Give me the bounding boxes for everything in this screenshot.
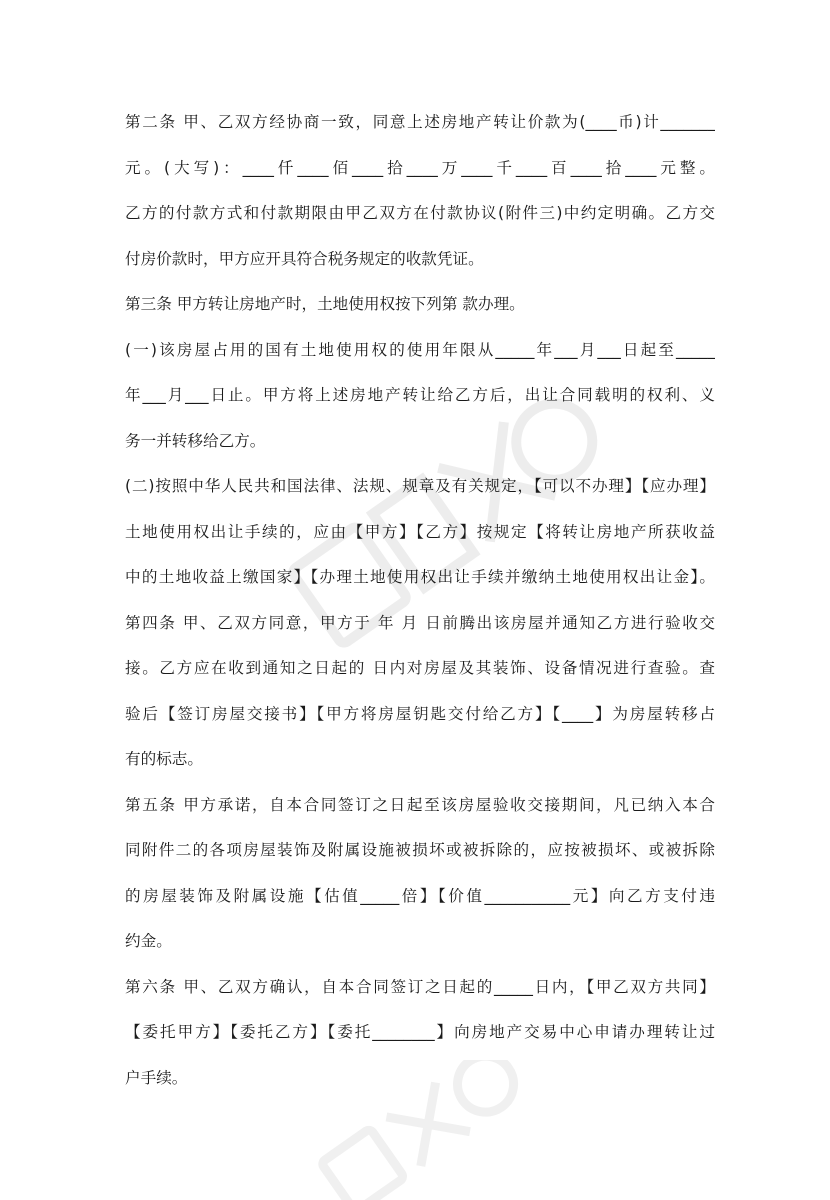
text-line: 验后【签订房屋交接书】【甲方将房屋钥匙交付给乙方】【____】为房屋转移占: [125, 704, 715, 723]
text-line: 的房屋装饰及附属设施【估值_____倍】【价值___________元】向乙方支付违: [125, 886, 715, 905]
text-line: 约金。: [125, 932, 172, 950]
text-line: 第五条 甲方承诺，自本合同签订之日起至该房屋验收交接期间，凡已纳入本合: [125, 795, 715, 814]
text-line: (一)该房屋占用的国有土地使用权的使用年限从_____年___月___日起至_____: [125, 340, 715, 359]
text-line: 第三条 甲方转让房地产时，土地使用权按下列第 款办理。: [125, 295, 525, 313]
text-line: (二)按照中华人民共和国法律、法规、规章及有关规定，【可以不办理】【应办理】: [125, 477, 715, 495]
text-line: 年___月___日止。甲方将上述房地产转让给乙方后，出让合同载明的权利、义: [125, 386, 715, 404]
text-line: 第二条 甲、乙双方经协商一致，同意上述房地产转让价款为(____币)计_______: [125, 113, 715, 131]
text-line: 同附件二的各项房屋装饰及附属设施被损坏或被拆除的，应按被损坏、或被拆除: [125, 841, 715, 859]
text-line: 务一并转移给乙方。: [125, 431, 266, 450]
text-line: 户手续。: [125, 1068, 188, 1087]
text-line: 土地使用权出让手续的，应由【甲方】【乙方】按规定【将转让房地产所获收益: [125, 522, 715, 541]
text-line: 元。(大写)：____仟____佰____拾____万____千____百____拾____元整。: [125, 158, 715, 177]
text-line: 第六条 甲、乙双方确认，自本合同签订之日起的_____日内，【甲乙双方共同】: [125, 977, 715, 996]
contract-body: [125, 100, 715, 1101]
text-line: 接。乙方应在收到通知之日起的 日内对房屋及其装饰、设备情况进行查验。查: [125, 659, 715, 677]
text-line: 中的土地收益上缴国家】【办理土地使用权出让手续并缴纳土地使用权出让金】。: [125, 568, 715, 586]
text-line: 付房价款时，甲方应开具符合税务规定的收款凭证。: [125, 249, 484, 268]
text-line: 【委托甲方】【委托乙方】【委托________】向房地产交易中心申请办理转让过: [125, 1023, 715, 1041]
text-line: 第四条 甲、乙双方同意，甲方于 年 月 日前腾出该房屋并通知乙方进行验收交: [125, 613, 715, 632]
text-line: 乙方的付款方式和付款期限由甲乙双方在付款协议(附件三)中约定明确。乙方交: [125, 204, 715, 222]
text-line: 有的标志。: [125, 750, 203, 768]
